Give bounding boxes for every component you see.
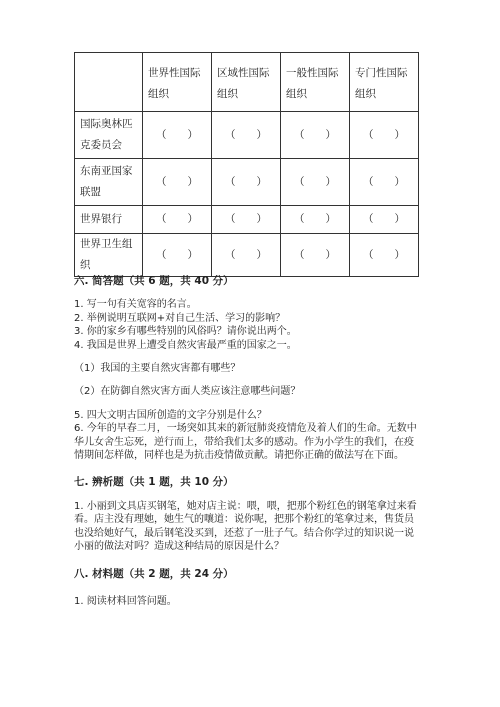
- table-row: [75, 234, 419, 277]
- question-4: 4. 我国是世界上遭受自然灾害最严重的国家之一。: [74, 339, 297, 351]
- analysis-line-1: 1. 小丽到文具店买钢笔，她对店主说：喂，喂，把那个粉红色的钢笔拿过来看: [74, 500, 417, 512]
- table-header-row: [75, 53, 419, 112]
- answer-blank[interactable]: （ ）: [212, 159, 281, 206]
- answer-blank[interactable]: （ ）: [143, 159, 212, 206]
- answer-blank[interactable]: （ ）: [143, 112, 212, 159]
- organization-classification-table: [74, 52, 418, 277]
- question-6-line-2: 华儿女舍生忘死，逆行而上，带给我们太多的感动。作为小学生的我们，在疫: [74, 436, 414, 448]
- question-5: 5. 四大文明古国所创造的文字分别是什么？: [74, 409, 267, 421]
- answer-blank[interactable]: （ ）: [212, 112, 281, 159]
- table-row: [75, 159, 419, 206]
- answer-blank[interactable]: （ ）: [281, 206, 350, 234]
- question-2: 2. 举例说明互联网+对自己生活、学习的影响？: [74, 312, 286, 324]
- analysis-line-4: 小丽的做法对吗？造成这种结局的原因是什么？: [74, 541, 284, 553]
- answer-blank[interactable]: （ ）: [143, 206, 212, 234]
- row-label: 东南亚国家联盟: [75, 159, 143, 206]
- answer-blank[interactable]: （ ）: [350, 112, 419, 159]
- row-label: 世界卫生组织: [75, 234, 143, 277]
- row-label: 国际奥林匹克委员会: [75, 112, 143, 159]
- answer-blank[interactable]: （ ）: [350, 234, 419, 277]
- question-6-line-3: 情期间怎样做，同样也是为抗击疫情做贡献。请把你正确的做法写在下面。: [74, 450, 404, 462]
- header-specialized-org: 专门性国际组织: [350, 53, 419, 112]
- row-label: 世界银行: [75, 206, 143, 234]
- answer-blank[interactable]: （ ）: [350, 159, 419, 206]
- header-cell-empty: [75, 53, 143, 112]
- answer-blank[interactable]: （ ）: [212, 234, 281, 277]
- header-general-org: 一般性国际组织: [281, 53, 350, 112]
- answer-blank[interactable]: （ ）: [143, 234, 212, 277]
- section-title-analysis: 七. 辨析题（共 1 题，共 10 分）: [74, 476, 234, 489]
- answer-blank[interactable]: （ ）: [212, 206, 281, 234]
- analysis-line-2: 看。店主没有理她，她生气的嚷道：说你呢，把那个粉红的笔拿过来，售货员: [74, 514, 414, 526]
- question-3: 3. 你的家乡有哪些特别的风俗吗？请你说出两个。: [74, 326, 297, 338]
- question-6-line-1: 6. 今年的早春二月，一场突如其来的新冠肺炎疫情危及着人们的生命。无数中: [74, 423, 417, 435]
- section-title-short-answer: 六. 简答题（共 6 题，共 40 分）: [74, 275, 234, 287]
- question-content: [74, 275, 436, 608]
- table-row: [75, 112, 419, 159]
- section-title-material: 八. 材料题（共 2 题，共 24 分）: [74, 567, 234, 580]
- material-question-1: 1. 阅读材料回答问题。: [74, 595, 177, 607]
- answer-blank[interactable]: （ ）: [281, 112, 350, 159]
- question-4-sub-1: （1）我国的主要自然灾害都有哪些？: [74, 363, 241, 375]
- header-world-org: 世界性国际组织: [143, 53, 212, 112]
- answer-blank[interactable]: （ ）: [350, 206, 419, 234]
- answer-blank[interactable]: （ ）: [281, 234, 350, 277]
- analysis-line-3: 也没给她好气，最后钢笔没买到，还惹了一肚子气。结合你学过的知识说一说: [74, 527, 414, 539]
- table-row: [75, 206, 419, 234]
- header-regional-org: 区域性国际组织: [212, 53, 281, 112]
- answer-blank[interactable]: （ ）: [281, 159, 350, 206]
- question-1: 1. 写一句有关宽容的名言。: [74, 299, 197, 311]
- question-4-sub-2: （2）在防御自然灾害方面人类应该注意哪些问题？: [74, 386, 301, 398]
